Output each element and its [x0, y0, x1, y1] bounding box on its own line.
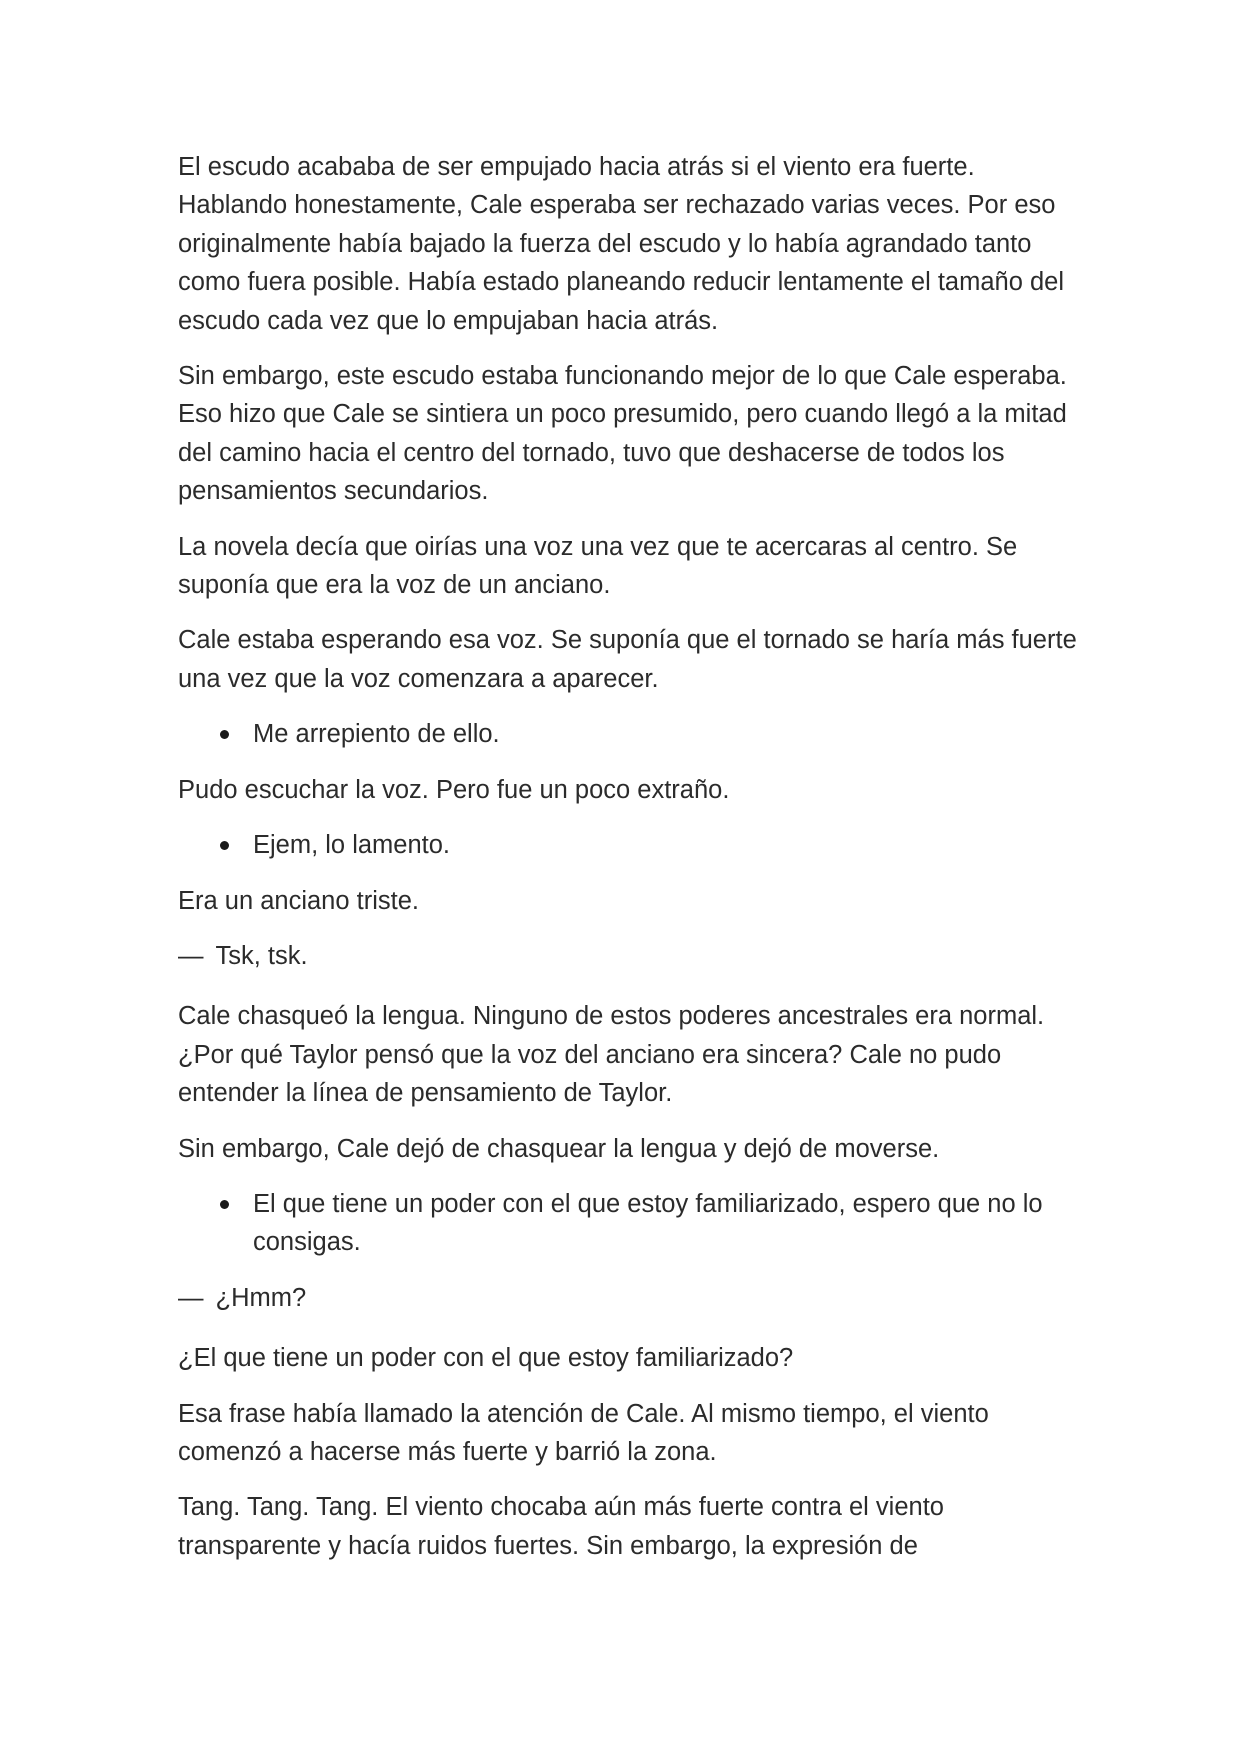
bullet-dot-icon [220, 1200, 229, 1209]
bullet-dot-icon [220, 841, 229, 850]
bullet-dot-icon [220, 730, 229, 739]
bullet-item [178, 1185, 1083, 1262]
paragraph: Cale chasqueó la lengua. Ninguno de estos poderes ancestrales era normal. ¿Por qué Taylor pensó que la voz del anciano era sincera? Cale no pudo entender la línea de pensamiento de Taylor. [178, 1002, 1045, 1108]
document-body [178, 148, 1083, 1582]
paragraph: Tang. Tang. Tang. El viento chocaba aún más fuerte contra el viento transparente y hacía ruidos fuertes. Sin embargo, la expresión de [178, 1493, 944, 1560]
dialogue-line [178, 1279, 1083, 1317]
bullet-text: El que tiene un poder con el que estoy familiarizado, espero que no lo consigas. [253, 1189, 1043, 1257]
paragraph: Sin embargo, este escudo estaba funcionando mejor de lo que Cale esperaba. Eso hizo que Cale se sintiera un poco presumido, pero cuando llegó a la mitad del camino hacia el centro del tornado, tuvo que deshacerse de todos los pensamientos secundarios. [178, 362, 1067, 506]
dialogue-line [178, 937, 1083, 975]
bullet-item [178, 715, 1083, 753]
bullet-item [178, 826, 1083, 864]
paragraph: La novela decía que oirías una voz una vez que te acercaras al centro. Se suponía que era la voz de un anciano. [178, 532, 1018, 600]
paragraph: Cale estaba esperando esa voz. Se suponía que el tornado se haría más fuerte una vez que la voz comenzara a aparecer. [178, 626, 1077, 693]
em-dash: — [178, 941, 204, 970]
paragraph: Pudo escuchar la voz. Pero fue un poco extraño. [178, 775, 730, 804]
dialogue-text: ¿Hmm? [215, 1283, 307, 1312]
paragraph: Esa frase había llamado la atención de Cale. Al mismo tiempo, el viento comenzó a hacerse más fuerte y barrió la zona. [178, 1399, 989, 1466]
em-dash: — [178, 1283, 204, 1312]
paragraph: ¿El que tiene un poder con el que estoy familiarizado? [178, 1344, 794, 1373]
paragraph: Sin embargo, Cale dejó de chasquear la lengua y dejó de moverse. [178, 1134, 940, 1163]
bullet-text: Ejem, lo lamento. [253, 831, 451, 860]
bullet-text: Me arrepiento de ello. [253, 720, 500, 749]
paragraph: Era un anciano triste. [178, 886, 419, 915]
paragraph: El escudo acababa de ser empujado hacia atrás si el viento era fuerte. Hablando honestamente, Cale esperaba ser rechazado varias veces. Por eso originalmente había bajado la fuerza del escudo y lo había agrandado tanto como fuera posible. Había estado planeando reducir lentamente el tamaño del escudo cada vez que lo empujaban hacia atrás. [178, 153, 1064, 335]
dialogue-text: Tsk, tsk. [215, 941, 308, 970]
